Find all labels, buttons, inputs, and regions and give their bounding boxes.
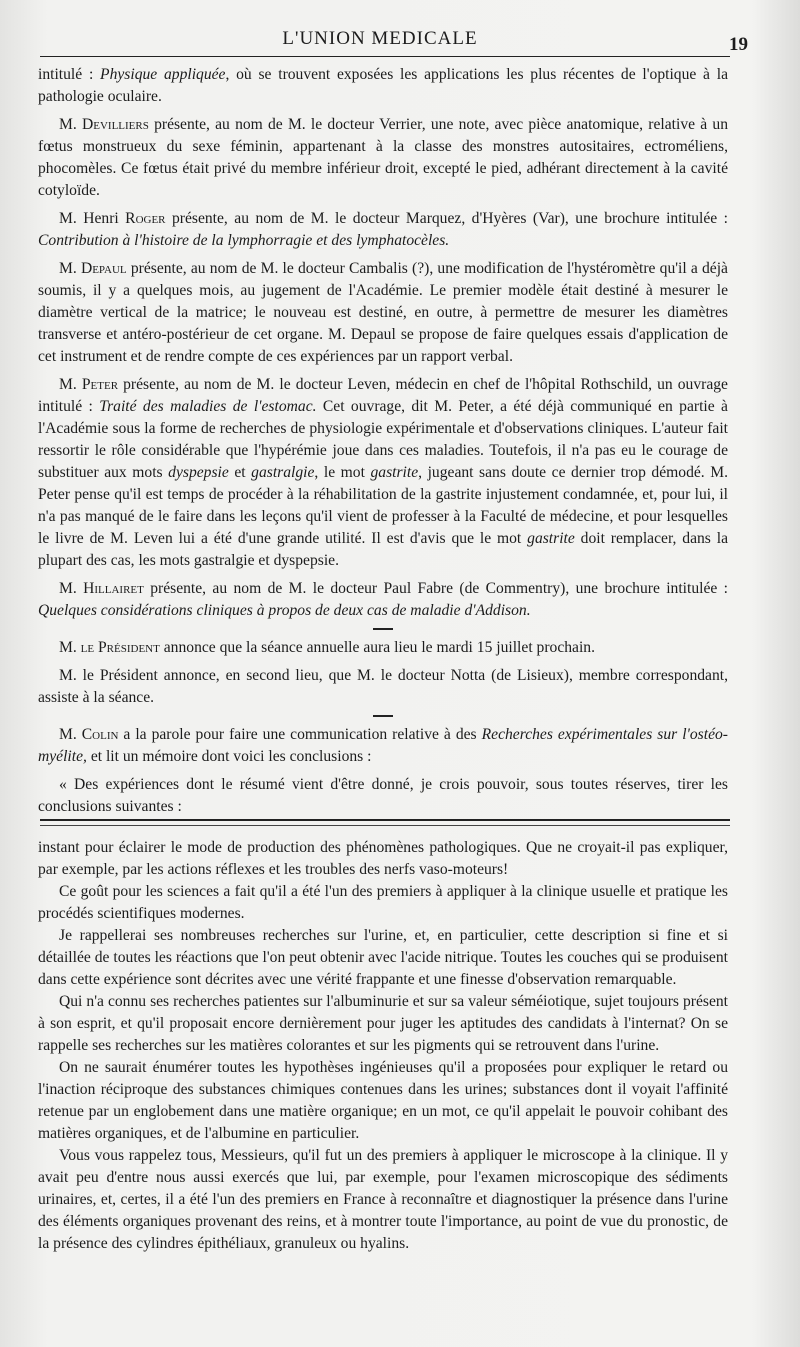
feuilleton-paragraph: Ce goût pour les sciences a fait qu'il a été l'un des premiers à appliquer à la clinique usuelle et pratique les procédés scientifiques modernes.	[38, 883, 728, 922]
paragraph-physique	[38, 64, 728, 108]
feuilleton-separator	[40, 819, 730, 826]
page-number: 19	[729, 34, 748, 55]
text-run: présente, au nom de M. le docteur Paul Fabre (de Commentry), une brochure intitulée :	[143, 580, 728, 597]
text-run: , le mot	[314, 464, 371, 481]
text-run: présente, au nom de M. le docteur Verrier, une note, avec pièce anatomique, relative à un fœtus monstrueux du sexe féminin, appartenant à la classe des monstres autositaires, ectroméliens, phocomèles. Ce fœtus était privé du membre inférieur droit, excepté le pied, adhérant directement à la cavité cotyloïde.	[38, 116, 728, 199]
emphasis: gastralgie	[251, 464, 315, 481]
paragraph-devilliers	[38, 114, 728, 202]
feuilleton-paragraph: Qui n'a connu ses recherches patientes sur l'albuminurie et sur sa valeur séméiotique, sujet toujours présent à son esprit, et qu'il proposait encore dernièrement pour juger les aptitudes des candidats à l'internat? On se rappelle ses recherches sur les matières colorantes et sur les pigments qui se retrouvent dans l'urine.	[38, 993, 728, 1054]
text-run: , où se trouvent exposées les applications les plus récentes de l'optique à la pathologie oculaire.	[38, 66, 728, 105]
paragraph-conclusions	[38, 774, 728, 818]
text-run: M.	[59, 726, 82, 743]
emphasis: gastrite	[370, 464, 419, 481]
speaker-name: le Président	[80, 639, 160, 656]
text-run: et lit un mémoire dont voici les conclusions :	[86, 748, 372, 765]
text-run: a la parole pour faire une communication relative à des	[118, 726, 482, 743]
speaker-name: Devilliers	[81, 116, 149, 133]
book-title: Contribution à l'histoire de la lymphorragie et des lymphatocèles.	[38, 232, 450, 249]
text-run: M.	[59, 376, 82, 393]
paragraph-roger	[38, 208, 728, 252]
speaker-name: Roger	[125, 210, 166, 227]
paragraph-president-seance	[38, 637, 728, 659]
text-run: M. le Président annonce, en second lieu, que M. le docteur Notta (de Lisieux), membre correspondant, assiste à la séance.	[38, 667, 728, 706]
feuilleton-paragraph: Vous vous rappelez tous, Messieurs, qu'il fut un des premiers à appliquer le microscope à la clinique. Il y avait peu d'entre nous aussi exercés que lui, par exemple, pour l'examen microscopique des sédiments urinaires, et, certes, il a été l'un des premiers en France à reconnaître et diagnostiquer la présence dans l'urine des éléments organiques provenant des reins, et à montrer toute l'importance, au point de vue du pronostic, de la présence des cylindres épithéliaux, granuleux ou hyalins.	[38, 1147, 728, 1252]
feuilleton-section	[38, 837, 728, 1255]
text-run: , jugeant sans doute ce dernier trop démodé. M. Peter pense qu'il est temps de procéder à la réhabilitation de la gastrite injustement condamnée, et, pour lui, il n'a pas manqué de le faire dans les leçons qu'il vient de professer à la Faculté de médecine, et pour lesquelles le livre de M. Leven lui a été d'une grande utilité. Il est d'avis que le mot	[38, 464, 729, 547]
paragraph-peter	[38, 374, 728, 572]
section-dash	[373, 715, 393, 717]
feuilleton-paragraph: On ne saurait énumérer toutes les hypothèses ingénieuses qu'il a proposées pour expliquer le retard ou l'inaction réciproque des substances chimiques contenues dans les urines; substances dont il voyait l'affinité retenue par un englobement dans une matière organique; en un mot, ce qu'il appelait le pouvoir cohibant des matières organiques, et de l'albumine en particulier.	[38, 1059, 728, 1142]
book-title: Traité des maladies de l'estomac.	[99, 398, 317, 415]
text-run: et	[228, 464, 252, 481]
header-rule	[40, 56, 730, 57]
text-run: présente, au nom de M. le docteur Marquez, d'Hyères (Var), une brochure intitulée :	[165, 210, 728, 227]
page-header	[0, 26, 800, 56]
text-run: M.	[59, 639, 81, 656]
text-run: M. Henri	[59, 210, 126, 227]
section-dash	[373, 628, 393, 630]
text-run: présente, au nom de M. le docteur Cambalis (?), une modification de l'hystéromètre qu'il a déjà soumis, il y a quelques mois, au jugement de l'Académie. Le premier modèle était destiné à mesurer le diamètre vertical de la matrice; le nouveau est destiné, en outre, à permettre de mesurer les diamètres transverse et antéro-postérieur de cet organe. M. Depaul se propose de faire quelques essais d'application de cet instrument et de rendre compte de ces expériences par un rapport verbal.	[38, 260, 728, 365]
speaker-name: Hillairet	[83, 580, 144, 597]
paragraph-president-notta	[38, 665, 728, 709]
emphasis: gastrite	[527, 530, 575, 547]
speaker-name: Peter	[81, 376, 119, 393]
paragraph-colin	[38, 724, 728, 768]
text-run: doit remplacer, dans la plupart des cas, les mots gastralgie et dyspepsie.	[38, 530, 728, 569]
feuilleton-paragraph: instant pour éclairer le mode de production des phénomènes pathologiques. Que ne croyait-il pas expliquer, par exemple, par les actions réflexes et les troubles des nerfs vaso-moteurs!	[38, 839, 728, 878]
feuilleton-paragraph: Je rappellerai ses nombreuses recherches sur l'urine, et, en particulier, cette description si fine et si détaillée de toutes les réactions que l'on peut obtenir avec l'acide nitrique. Toutes les couches qui se produisent dans cette expérience sont décrites avec une vérité frappante et une finesse d'observation remarquable.	[38, 927, 728, 988]
text-run: M.	[59, 260, 81, 277]
text-run: Cet ouvrage, dit M. Peter, a été déjà communiqué en partie à l'Académie sous la forme de recherches de physiologie expérimentale et d'observations cliniques. L'auteur fait ressortir le rôle considérable que l'hypérémie joue dans ces maladies. Toutefois, il n'a pas eu le courage de substituer aux mots	[38, 398, 728, 481]
text-run: présente, au nom de M. le docteur Leven, médecin en chef de l'hôpital Rothschild, un ouvrage intitulé :	[38, 376, 728, 415]
text-run: « Des expériences dont le résumé vient d'être donné, je crois pouvoir, sous toutes réserves, tirer les conclusions suivantes :	[38, 776, 728, 815]
speaker-name: Colin	[81, 726, 119, 743]
paragraph-hillairet	[38, 578, 728, 622]
text-run: M.	[59, 580, 84, 597]
running-title: L'UNION MEDICALE	[282, 28, 478, 49]
paragraph-depaul	[38, 258, 728, 368]
text-run: M.	[59, 116, 82, 133]
emphasis: dyspepsie	[168, 464, 229, 481]
proceedings-section	[38, 64, 728, 824]
text-run: intitulé :	[38, 66, 101, 83]
memoir-title: Recherches expérimentales sur l'ostéo-myélite,	[38, 726, 728, 765]
book-title: Quelques considérations cliniques à propos de deux cas de maladie d'Addison.	[38, 602, 531, 619]
text-run: annonce que la séance annuelle aura lieu le mardi 15 juillet prochain.	[159, 639, 595, 656]
book-title: Physique appliquée	[100, 66, 226, 83]
speaker-name: Depaul	[80, 260, 127, 277]
